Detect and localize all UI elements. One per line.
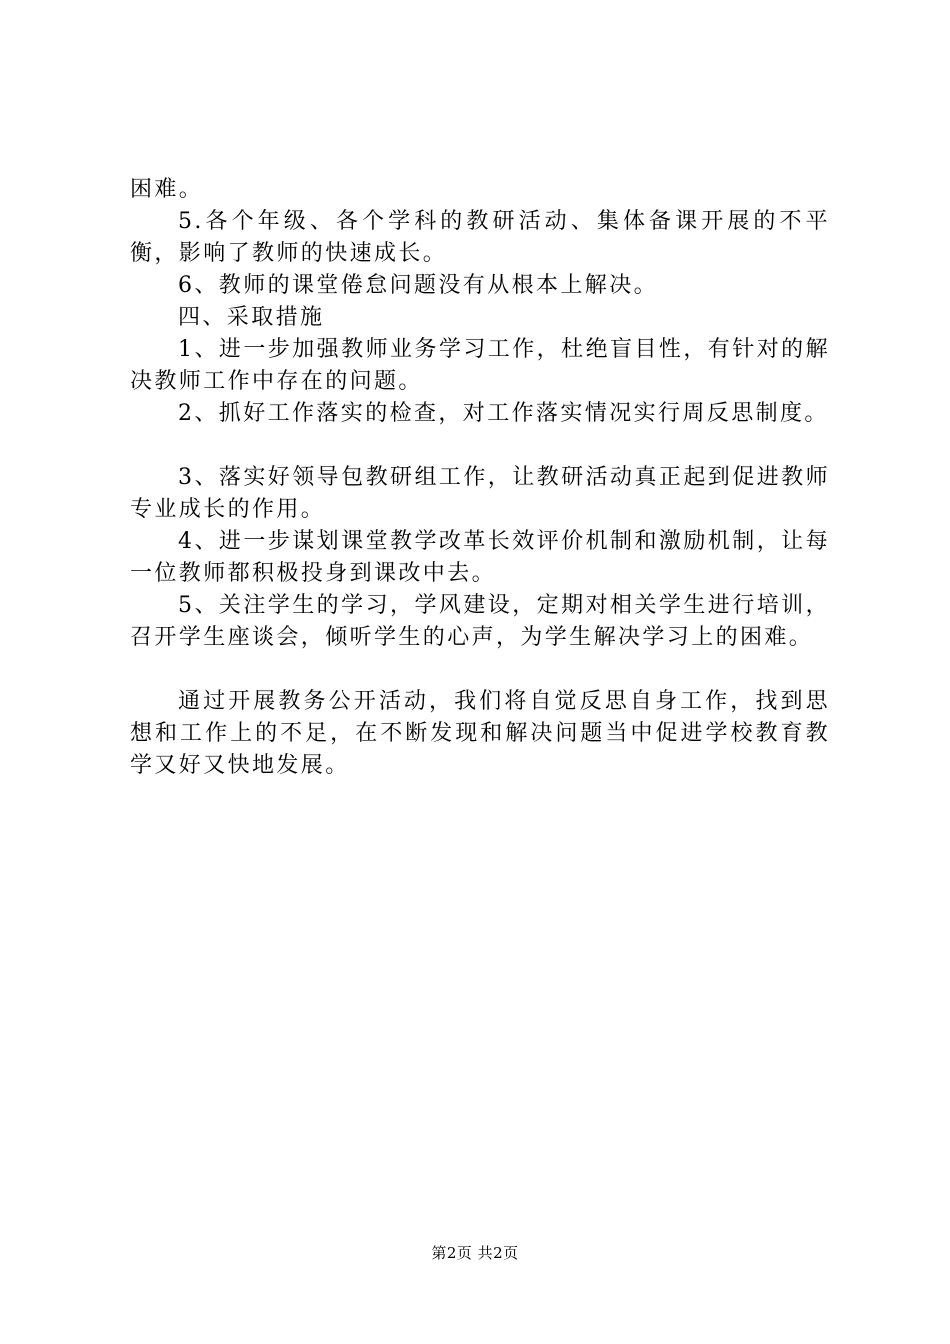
paragraph-issue-5: 5.各个年级、各个学科的教研活动、集体备课开展的不平衡，影响了教师的快速成长。 [130,209,830,266]
paragraph-measure-2: 2、抓好工作落实的检查，对工作落实情况实行周反思制度。 [178,401,829,426]
section-heading-measures: 四、采取措施 [178,305,325,330]
paragraph-spacer [130,430,830,462]
page-footer: 第2页 共2页 [431,1244,519,1262]
paragraph-measure-5: 5、关注学生的学习，学风建设，定期对相关学生进行培训，召开学生座谈会，倾听学生的心声，为学生解决学习上的困难。 [130,593,830,650]
paragraph-measure-3: 3、落实好领导包教研组工作，让教研活动真正起到促进教师专业成长的作用。 [130,465,830,522]
paragraph-issue-6: 6、教师的课堂倦怠问题没有从根本上解决。 [178,273,658,298]
paragraph-measure-1: 1、进一步加强教师业务学习工作，杜绝盲目性，有针对的解决教师工作中存在的问题。 [130,337,830,394]
paragraph-conclusion: 通过开展教务公开活动，我们将自觉反思自身工作，找到思想和工作上的不足，在不断发现和解决问题当中促进学校教育教学又好又快地发展。 [130,689,830,778]
document-body [130,174,830,782]
paragraph-measure-4: 4、进一步谋划课堂教学改革长效评价机制和激励机制，让每一位教师都积极投身到课改中去。 [130,529,830,586]
paragraph-continuation: 困难。 [130,177,204,202]
paragraph-spacer [130,654,830,686]
